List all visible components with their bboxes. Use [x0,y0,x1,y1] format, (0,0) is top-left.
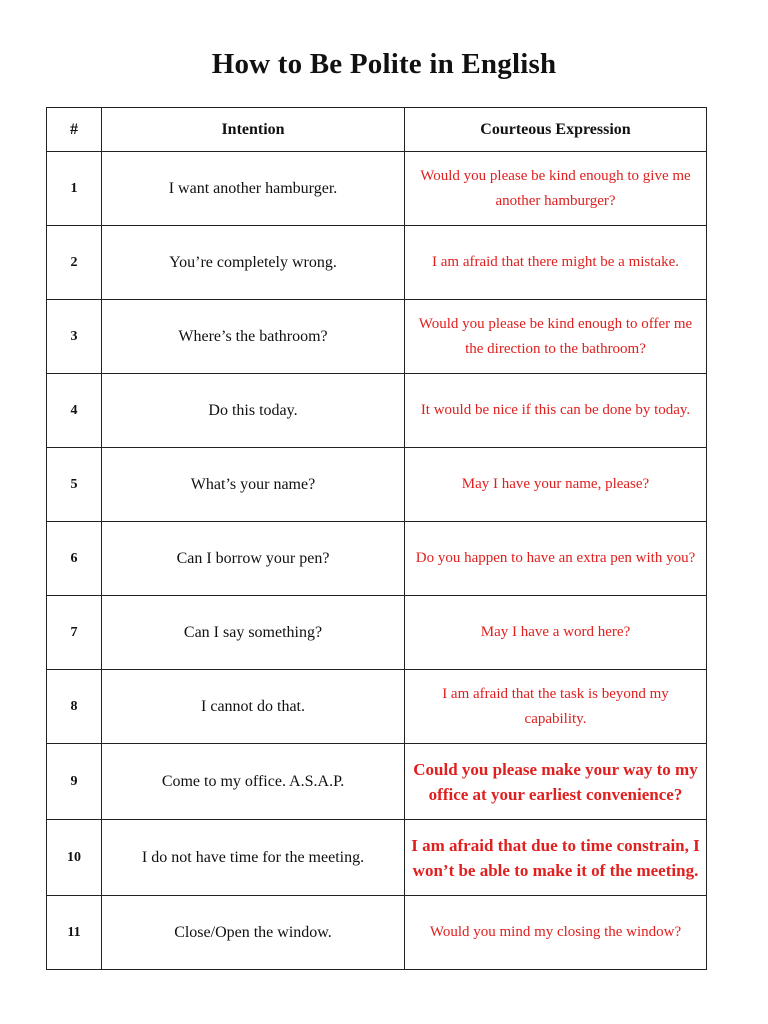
table-row [47,744,707,820]
row-number: 6 [47,522,102,596]
intention-cell: Close/Open the window. [102,896,405,970]
intention-cell: Do this today. [102,374,405,448]
table-row [47,448,707,522]
header-number: # [47,108,102,152]
intention-cell: Where’s the bathroom? [102,300,405,374]
table-row [47,596,707,670]
expression-cell: I am afraid that due to time constrain, I won’t be able to make it of the meeting. [405,820,707,896]
intention-cell: I want another hamburger. [102,152,405,226]
row-number: 2 [47,226,102,300]
expression-cell: May I have your name, please? [405,448,707,522]
expression-cell: Would you please be kind enough to give me another hamburger? [405,152,707,226]
row-number: 7 [47,596,102,670]
expression-cell: May I have a word here? [405,596,707,670]
expression-cell: Do you happen to have an extra pen with you? [405,522,707,596]
row-number: 3 [47,300,102,374]
table-row [47,226,707,300]
header-courteous-expression: Courteous Expression [405,108,707,152]
expression-cell: It would be nice if this can be done by today. [405,374,707,448]
table-row [47,300,707,374]
table-row [47,522,707,596]
intention-cell: I do not have time for the meeting. [102,820,405,896]
row-number: 8 [47,670,102,744]
row-number: 11 [47,896,102,970]
intention-cell: Can I say something? [102,596,405,670]
row-number: 10 [47,820,102,896]
expression-cell: Could you please make your way to my office at your earliest convenience? [405,744,707,820]
row-number: 1 [47,152,102,226]
expression-cell: Would you please be kind enough to offer me the direction to the bathroom? [405,300,707,374]
row-number: 4 [47,374,102,448]
table-row [47,670,707,744]
table-row [47,152,707,226]
header-intention: Intention [102,108,405,152]
table-row [47,896,707,970]
table-row [47,374,707,448]
table-row [47,820,707,896]
intention-cell: Can I borrow your pen? [102,522,405,596]
expression-cell: I am afraid that the task is beyond my capability. [405,670,707,744]
page-title: How to Be Polite in English [211,48,557,80]
row-number: 5 [47,448,102,522]
table-header-row [47,108,707,152]
politeness-table [46,107,707,970]
intention-cell: What’s your name? [102,448,405,522]
intention-cell: I cannot do that. [102,670,405,744]
row-number: 9 [47,744,102,820]
intention-cell: Come to my office. A.S.A.P. [102,744,405,820]
expression-cell: Would you mind my closing the window? [405,896,707,970]
intention-cell: You’re completely wrong. [102,226,405,300]
expression-cell: I am afraid that there might be a mistake. [405,226,707,300]
